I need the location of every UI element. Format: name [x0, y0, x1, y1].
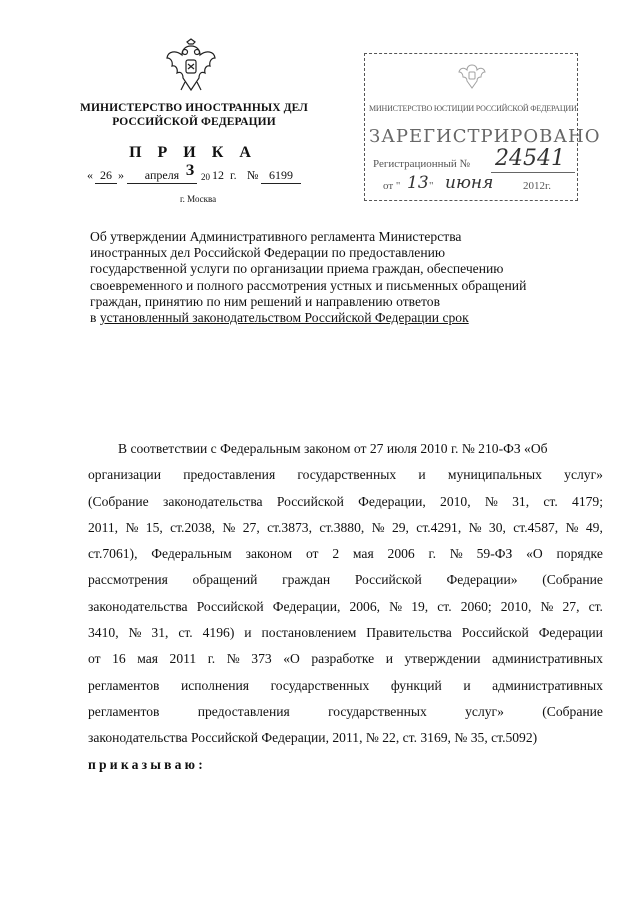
- order-number-label: №: [247, 168, 259, 182]
- body-line: 2011, № 15, ст.2038, № 27, ст.3873, ст.3880, № 29, ст.4291, № 30, ст.4587, № 49,: [88, 519, 603, 535]
- order-month: апреля: [127, 168, 197, 184]
- city: г. Москва: [180, 194, 217, 204]
- ministry-name: [78, 101, 310, 129]
- order-number: 6199: [261, 168, 301, 184]
- order-title: П Р И К А З: [129, 144, 257, 179]
- ministry-line-2: РОССИЙСКОЙ ФЕДЕРАЦИИ: [112, 116, 276, 128]
- body-line: регламентов предоставления государственных услуг» (Собрание: [88, 703, 603, 719]
- order-body: [88, 436, 603, 778]
- stamp-emblem-icon: [457, 60, 487, 90]
- subject-last-underlined: установленный законодательством Российской Федерации срок: [99, 310, 469, 326]
- order-subject: [90, 229, 590, 326]
- subject-line: своевременного и полного рассмотрения устных и письменных обращений: [90, 277, 527, 293]
- body-line: от 16 мая 2011 г. № 373 «О разработке и утверждении административных: [88, 651, 603, 667]
- body-line: В соответствии с Федеральным законом от 27 июля 2010 г. № 210-ФЗ «Об: [118, 441, 548, 456]
- subject-line: Об утверждении Административного регламента Министерства: [90, 229, 462, 244]
- stamp-date-month: июня: [445, 173, 494, 193]
- stamp-ministry: МИНИСТЕРСТВО ЮСТИЦИИ РОССИЙСКОЙ ФЕДЕРАЦИИ: [369, 104, 577, 113]
- stamp-date-prefix: от ": [383, 180, 401, 192]
- body-line: законодательства Российской Федерации, 2006, № 19, ст. 2060; 2010, № 27, ст.: [88, 598, 603, 614]
- order-year-suffix: г.: [230, 168, 237, 182]
- body-line: (Собрание законодательства Российской Федерации, 2010, № 31, ст. 4179;: [88, 493, 603, 509]
- subject-last-prefix: в: [90, 310, 100, 326]
- body-line: организации предоставления государственных и муниципальных услуг»: [88, 467, 603, 483]
- body-line: 3410, № 31, ст. 4196) и постановлением Правительства Российской Федерации: [88, 625, 603, 641]
- body-line: рассмотрения обращений граждан Российской Федерации» (Собрание: [88, 572, 603, 588]
- ministry-line-1: МИНИСТЕРСТВО ИНОСТРАННЫХ ДЕЛ: [80, 102, 308, 114]
- subject-line: иностранных дел Российской Федерации по предоставлению: [90, 245, 446, 261]
- stamp-reg-number: 24541: [495, 146, 565, 171]
- order-year: 12: [212, 168, 224, 182]
- body-line: законодательства Российской Федерации, 2011, № 22, ст. 3169, № 35, ст.5092): [88, 730, 538, 746]
- stamp-reg-label: Регистрационный №: [373, 158, 471, 170]
- stamp-date: [383, 173, 573, 198]
- body-line: регламентов исполнения государственных функций и административных: [88, 677, 603, 693]
- subject-line: граждан, принятию по ним решений и направлению ответов: [90, 293, 441, 309]
- subject-line-last: [90, 310, 590, 326]
- order-date-number: « 26 » апреля 20 12 г. № 6199: [87, 168, 317, 188]
- coat-of-arms-icon: [163, 38, 219, 96]
- stamp-date-mid: ": [429, 180, 434, 192]
- order-day: 26: [95, 168, 117, 184]
- registration-stamp: [364, 53, 601, 201]
- stamp-date-year: 2012г.: [523, 180, 552, 192]
- stamp-date-day: 13: [407, 173, 429, 193]
- body-line: ст.7061), Федеральным законом от 2 мая 2006 г. № 59-ФЗ «О порядке: [88, 546, 603, 562]
- subject-line: государственной услуги по организации приема граждан, обеспечению: [90, 261, 504, 277]
- order-year-prefix: 20: [201, 172, 210, 182]
- stamp-registered: ЗАРЕГИСТРИРОВАНО: [369, 126, 601, 147]
- order-word: приказываю:: [88, 756, 206, 772]
